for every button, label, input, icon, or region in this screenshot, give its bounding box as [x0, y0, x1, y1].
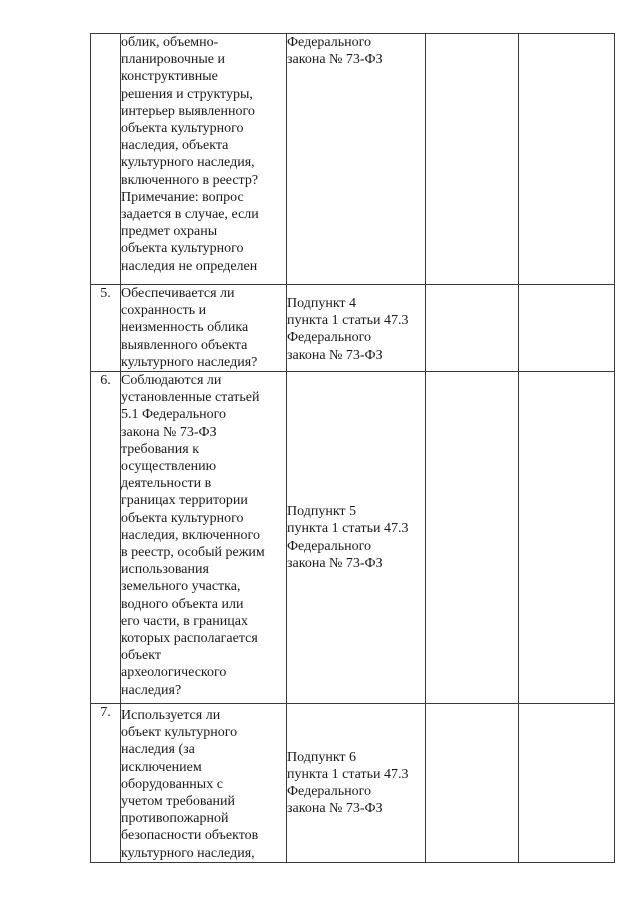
reference-line: Федерального	[287, 35, 372, 50]
question-line: планировочные и	[121, 52, 225, 68]
row-number: 7.	[91, 704, 121, 863]
note-cell[interactable]	[519, 34, 615, 285]
question-line: культурного наследия,	[121, 155, 255, 171]
answer-cell[interactable]	[426, 34, 519, 285]
note-cell[interactable]	[519, 285, 615, 372]
reference-line: пункта 1 статьи 47.3	[287, 313, 409, 329]
question-line: границах территории	[121, 493, 248, 509]
question-line: Обеспечивается ли	[121, 286, 235, 301]
reference-line: пункта 1 статьи 47.3	[287, 766, 409, 782]
question-line: археологического	[121, 665, 227, 681]
question-line: выявленного объекта	[121, 337, 248, 353]
question-line: оборудованных с	[121, 776, 223, 792]
question-line: культурного наследия?	[121, 354, 258, 370]
question-cell	[121, 285, 287, 372]
question-line: наследия не определен	[121, 258, 258, 274]
note-cell[interactable]	[519, 372, 615, 704]
question-line: объекта культурного	[121, 510, 244, 526]
note-cell[interactable]	[519, 704, 615, 863]
question-line: которых располагается	[121, 631, 258, 647]
question-line: конструктивные	[121, 69, 218, 85]
question-line: его части, в границах	[121, 613, 248, 629]
question-line: наследия (за	[121, 742, 195, 758]
table-row	[91, 704, 615, 863]
question-line: объект культурного	[121, 725, 238, 741]
question-line: облик, объемно-	[121, 35, 219, 50]
question-line: объекта культурного	[121, 121, 244, 137]
question-line: включенного в реестр?	[121, 172, 259, 188]
question-line: интерьер выявленного	[121, 103, 255, 119]
table-row	[91, 372, 615, 704]
question-line: предмет охраны	[121, 224, 218, 240]
question-line: решения и структуры,	[121, 86, 253, 102]
question-line: Соблюдаются ли	[121, 373, 222, 389]
question-cell	[121, 704, 287, 863]
question-line: деятельности в	[121, 476, 212, 492]
question-line: неизменность облика	[121, 320, 249, 336]
question-line: установленные статьей	[121, 390, 260, 406]
question-line: учетом требований	[121, 794, 236, 810]
question-line: сохранность и	[121, 303, 207, 319]
reference-line: закона № 73-ФЗ	[287, 555, 383, 571]
question-line: наследия?	[121, 682, 182, 698]
legal-reference-cell	[287, 285, 426, 372]
question-line: использования	[121, 562, 209, 578]
question-line: безопасности объектов	[121, 828, 259, 844]
question-line: земельного участка,	[121, 579, 241, 595]
legal-reference-cell	[287, 34, 426, 285]
question-line: закона № 73-ФЗ	[121, 424, 217, 440]
question-line: наследия, объекта	[121, 138, 229, 154]
reference-line: Подпункт 6	[287, 749, 357, 765]
legal-reference-cell	[287, 372, 426, 704]
reference-line: пункта 1 статьи 47.3	[287, 521, 409, 537]
question-line: 5.1 Федерального	[121, 407, 227, 423]
answer-cell[interactable]	[426, 704, 519, 863]
row-number	[91, 34, 121, 285]
question-cell	[121, 34, 287, 285]
question-line: объект	[121, 648, 161, 664]
legal-reference-cell	[287, 704, 426, 863]
question-cell	[121, 372, 287, 704]
reference-line: Федерального	[287, 783, 372, 799]
table-row	[91, 34, 615, 285]
checklist-table	[90, 33, 615, 863]
reference-line: Федерального	[287, 538, 372, 554]
table-row	[91, 285, 615, 372]
question-line: задается в случае, если	[121, 207, 259, 223]
question-line: исключением	[121, 759, 202, 775]
reference-line: закона № 73-ФЗ	[287, 52, 383, 68]
reference-line: Федерального	[287, 330, 372, 346]
question-line: в реестр, особый режим	[121, 545, 265, 561]
answer-cell[interactable]	[426, 285, 519, 372]
question-line: требования к	[121, 441, 199, 457]
question-line: объекта культурного	[121, 241, 244, 257]
question-line: Используется ли	[121, 708, 221, 724]
row-number: 6.	[91, 372, 121, 704]
row-number: 5.	[91, 285, 121, 372]
question-line: водного объекта или	[121, 596, 244, 612]
question-line: культурного наследия,	[121, 845, 255, 861]
reference-line: закона № 73-ФЗ	[287, 347, 383, 363]
reference-line: закона № 73-ФЗ	[287, 801, 383, 817]
reference-line: Подпункт 5	[287, 504, 357, 520]
answer-cell[interactable]	[426, 372, 519, 704]
question-line: противопожарной	[121, 811, 229, 827]
question-line: Примечание: вопрос	[121, 189, 244, 205]
question-line: наследия, включенного	[121, 527, 260, 543]
reference-line: Подпункт 4	[287, 296, 357, 311]
question-line: осуществлению	[121, 459, 217, 475]
